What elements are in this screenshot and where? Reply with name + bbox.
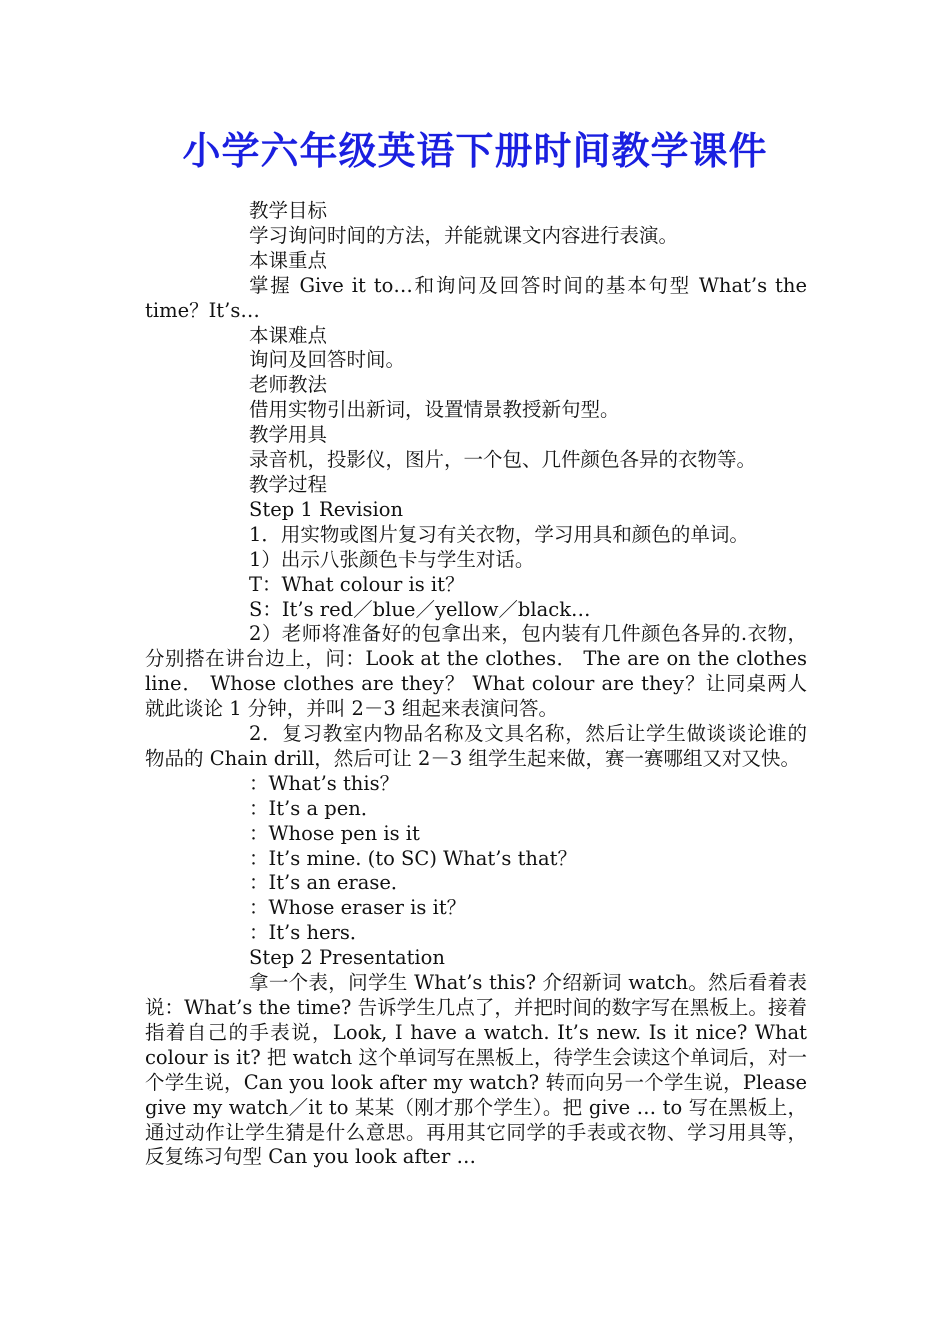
document-body <box>145 199 807 1170</box>
dialogue-line: S：It’s red／blue／yellow／black… <box>249 597 591 621</box>
paragraph: 学习询问时间的方法，并能就课文内容进行表演。 <box>249 223 679 247</box>
dialogue-line: ：It’s mine. (to SC) What’s that？ <box>249 846 577 870</box>
dialogue-line: T：What colour is it？ <box>249 572 465 596</box>
step-heading: Step 1 Revision <box>249 497 404 521</box>
page-title: 小学六年级英语下册时间教学课件 <box>182 128 768 173</box>
paragraph: 1）出示八张颜色卡与学生对话。 <box>249 547 535 571</box>
dialogue-line: ：Whose eraser is it？ <box>249 896 467 920</box>
paragraph: 录音机，投影仪，图片，一个包、几件颜色各异的衣物等。 <box>249 448 757 472</box>
section-heading: 教学过程 <box>249 472 328 496</box>
section-heading: 本课重点 <box>249 248 328 272</box>
dialogue-line: ：It’s a pen． <box>249 796 381 820</box>
paragraph: 拿一个表，问学生 What’s this? 介绍新词 watch。然后看着表说：What’s the time? 告诉学生几点了，并把时间的数字写在黑板上。接着指着自己的手表说，Look, I have a watch. It’s new. Is it nice? What colour is it? 把 watch 这个单词写在黑板上，待学生会读这个单词后，对一个学生说，Can you look after my watch? 转而向另一个学生说，Please give my watch／it to 某某（刚才那个学生）。把 give … to 写在黑板上，通过动作让学生猜是什么意思。再用其它同学的手表或衣物、学习用具等，反复练习句型 Can you look after … <box>145 971 807 1169</box>
paragraph: 掌握 Give it to…和询问及回答时间的基本句型 What’s the time？It’s… <box>145 273 807 322</box>
section-heading: 教学用具 <box>249 423 328 447</box>
section-heading: 本课难点 <box>249 323 328 347</box>
paragraph: 2）老师将准备好的包拿出来，包内装有几件颜色各异的.衣物，分别搭在讲台边上，问：Look at the clothes． The are on the clothes line． Whose clothes are they？ What colour are they？让同桌两人就此谈论 1 分钟，并叫 2－3 组起来表演问答。 <box>145 622 807 721</box>
dialogue-line: ：Whose pen is it <box>249 821 420 845</box>
paragraph: 询问及回答时间。 <box>249 348 406 372</box>
paragraph: 1．用实物或图片复习有关衣物，学习用具和颜色的单词。 <box>249 522 749 546</box>
section-heading: 教学目标 <box>249 199 328 222</box>
dialogue-line: ：It’s an erase． <box>249 871 411 895</box>
section-heading: 老师教法 <box>249 373 328 397</box>
dialogue-line: ：What’s this？ <box>249 771 400 795</box>
paragraph: 2．复习教室内物品名称及文具名称，然后让学生做谈谈论谁的物品的 Chain drill，然后可让 2－3 组学生起来做，赛一赛哪组又对又快。 <box>145 722 807 770</box>
dialogue-line: ：It’s hers． <box>249 921 370 945</box>
paragraph: 借用实物引出新词，设置情景教授新句型。 <box>249 398 620 422</box>
step-heading: Step 2 Presentation <box>249 946 445 970</box>
